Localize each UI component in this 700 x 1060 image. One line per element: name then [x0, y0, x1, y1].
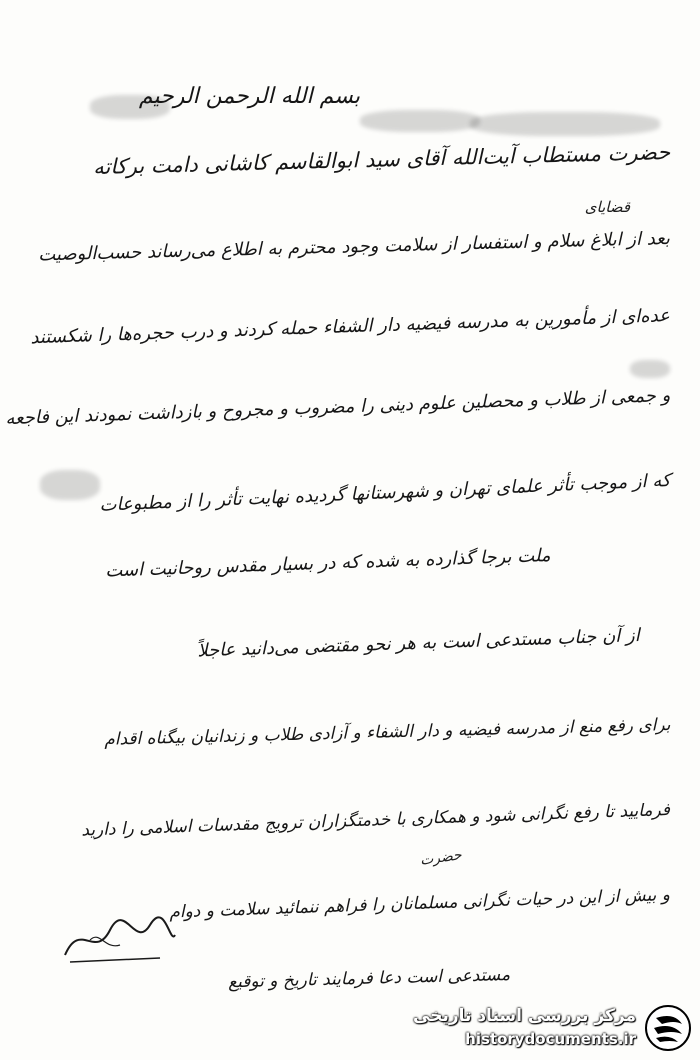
signature-scrawl	[60, 910, 180, 970]
ink-smudge	[360, 110, 480, 132]
watermark-url: historydocuments.ir	[465, 1030, 636, 1048]
watermark	[394, 1002, 694, 1054]
margin-note: قضایای	[584, 198, 630, 216]
letter-line: عده‌ای از مأمورین به مدرسه فیضیه دار الشفاء حمله کردند و درب حجره‌ها را شکستند	[30, 305, 671, 349]
letter-line: و جمعی از طلاب و محصلین علوم دینی را مضروب و مجروح و بازداشت نمودند این فاجعه	[4, 385, 671, 430]
letter-line: از آن جناب مستدعی است به هر نحو مقتضی می‌دانید عاجلاً	[197, 625, 641, 662]
letter-line: و بیش از این در حیات نگرانی مسلمانان را فراهم ننمائید سلامت و دوام	[169, 885, 671, 923]
watermark-logo-icon	[644, 1004, 692, 1052]
letter-line: ملت برجا گذارده به شده که در بسیار مقدس روحانیت است	[104, 545, 551, 582]
letter-line: بعد از ابلاغ سلام و استفسار از سلامت وجود محترم به اطلاع می‌رساند حسب‌الوصیت	[38, 228, 671, 266]
watermark-title: مرکز بررسی اسناد تاریخی	[413, 1006, 636, 1026]
letter-line: فرمایید تا رفع نگرانی شود و همکاری با خدمتگزاران ترویج مقدسات اسلامی را دارید	[81, 800, 671, 841]
letter-line: که از موجب تأثر علمای تهران و شهرستانها گردیده نهایت تأثر را از مطبوعات	[98, 470, 671, 516]
letter-line: برای رفع منع از مدرسه فیضیه و دار الشفاء و آزادی طلاب و زندانیان بیگناه اقدام	[103, 715, 671, 750]
margin-note: حضرت	[419, 847, 463, 869]
letter-closing: مستدعی است دعا فرمایند تاریخ و توقیع	[227, 965, 511, 993]
ink-smudge	[470, 112, 660, 136]
letter-salutation: حضرت مستطاب آیت‌الله آقای سید ابوالقاسم کاشانی دامت برکاته	[92, 140, 671, 180]
letter-header: بسم الله الرحمن الرحیم	[138, 84, 360, 109]
ink-smudge	[40, 470, 100, 500]
ink-smudge	[630, 360, 670, 378]
